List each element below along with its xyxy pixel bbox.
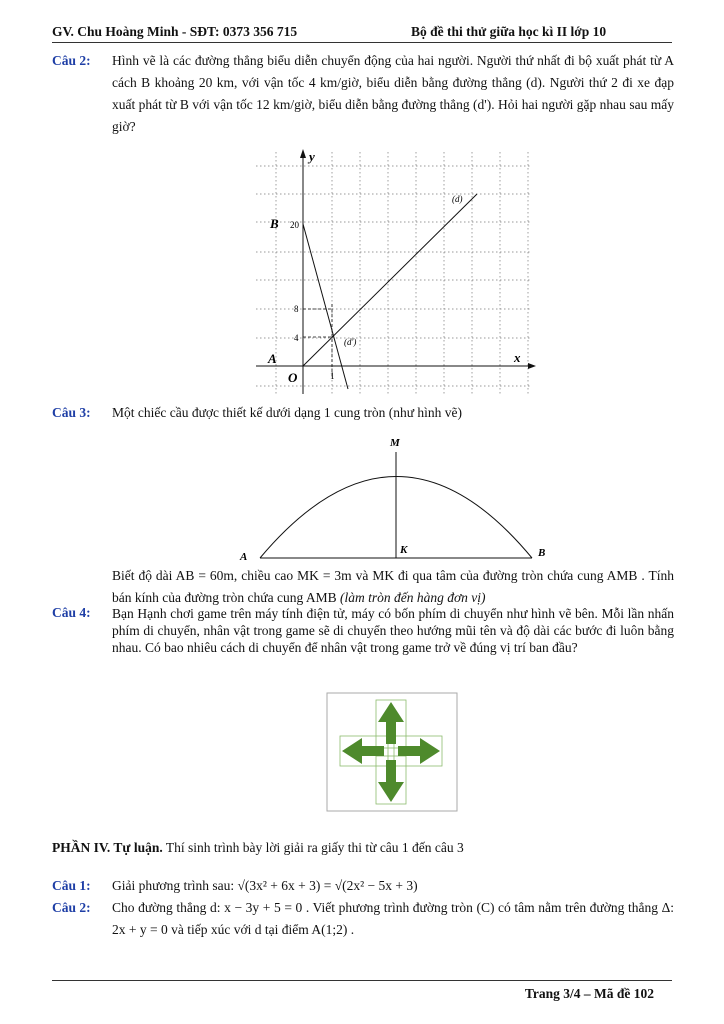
point-m-label: M xyxy=(390,437,400,449)
question-2-text: Hình vẽ là các đường thẳng biểu diễn chuyển động của hai người. Người thứ nhất đi bộ xuất phát từ A cách B khoảng 20 km, với vận tốc 4 km/giờ, biểu diễn bằng đường thẳng (d). Người thứ 2 đi xe đạp xuất phát từ B với vận tốc 12 km/giờ, biểu diễn bằng đường thẳng (d'). Hỏi hai người gặp nhau sau mấy giờ? xyxy=(112,53,674,134)
tick-1: 1 xyxy=(330,371,335,381)
question-3-after: Biết độ dài AB = 60m, chiều cao MK = 3m và MK đi qua tâm của đường tròn chứa cung AMB . Tính bán kính của đường tròn chứa cung AMB (làm tròn đến hàng đơn vị) xyxy=(112,568,674,605)
question-4-text: Bạn Hạnh chơi game trên máy tính điện tử, máy có bốn phím di chuyển như hình vẽ bên. Mỗi lần nhấn phím di chuyển, nhân vật trong game sẽ di chuyển theo hướng mũi tên và độ dài các bước đi luôn bằng nhau. Có bao nhiêu cách di chuyển để nhân vật trong game trở về đúng vị trí ban đầu? xyxy=(112,606,674,655)
point-b-label: B xyxy=(538,547,546,559)
line-d-prime-label: (d') xyxy=(344,337,357,347)
game-arrow-keys xyxy=(326,692,458,812)
question-4-label: Câu 4: xyxy=(52,605,91,620)
essay-2-text: Cho đường thẳng d: x − 3y + 5 = 0 . Viết phương trình đường tròn (C) có tâm nằm trên đường thẳng Δ: 2x + y = 0 và tiếp xúc với d tại điểm A(1;2) . xyxy=(112,900,674,937)
section-4-title: PHẦN IV. Tự luận. xyxy=(52,840,163,855)
x-axis-arrow-icon xyxy=(528,363,536,369)
essay-1-label: Câu 1: xyxy=(52,878,91,893)
graph-grid xyxy=(256,152,532,394)
question-3-note: (làm tròn đến hàng đơn vị) xyxy=(339,590,486,605)
point-a-label: A xyxy=(240,551,248,563)
header-right: Bộ đề thi thử giữa học kì II lớp 10 xyxy=(411,24,607,39)
origin-label: O xyxy=(288,370,298,385)
essay-2-label: Câu 2: xyxy=(52,900,91,915)
tick-20: 20 xyxy=(290,220,299,230)
page-footer: Trang 3/4 – Mã đề 102 xyxy=(524,986,654,1001)
section-4-heading xyxy=(52,840,464,856)
tick-4: 4 xyxy=(294,333,299,343)
y-axis-arrow-icon xyxy=(300,149,306,158)
line-d-label: (d) xyxy=(452,194,463,204)
question-2-label: Câu 2: xyxy=(52,53,91,68)
point-b-label: B xyxy=(270,216,279,231)
tick-8: 8 xyxy=(294,304,299,314)
header-left: GV. Chu Hoàng Minh - SĐT: 0373 356 715 xyxy=(52,24,298,39)
essay-1-text: Giải phương trình sau: √(3x² + 6x + 3) = √(2x² − 5x + 3) xyxy=(112,878,418,893)
motion-graph xyxy=(252,144,537,399)
y-axis-label: y xyxy=(309,149,315,164)
line-d-prime xyxy=(303,224,348,389)
point-k-label: K xyxy=(400,544,408,556)
section-4-desc: Thí sinh trình bày lời giải ra giấy thi từ câu 1 đến câu 3 xyxy=(162,840,464,855)
point-a-label: A xyxy=(268,351,277,366)
header-divider xyxy=(52,42,672,43)
question-3-label: Câu 3: xyxy=(52,405,91,420)
x-axis-label: x xyxy=(514,350,521,365)
bridge-diagram xyxy=(232,430,562,565)
footer-divider xyxy=(52,980,672,981)
question-3-text: Một chiếc cầu được thiết kế dưới dạng 1 cung tròn (như hình vẽ) xyxy=(112,405,463,420)
